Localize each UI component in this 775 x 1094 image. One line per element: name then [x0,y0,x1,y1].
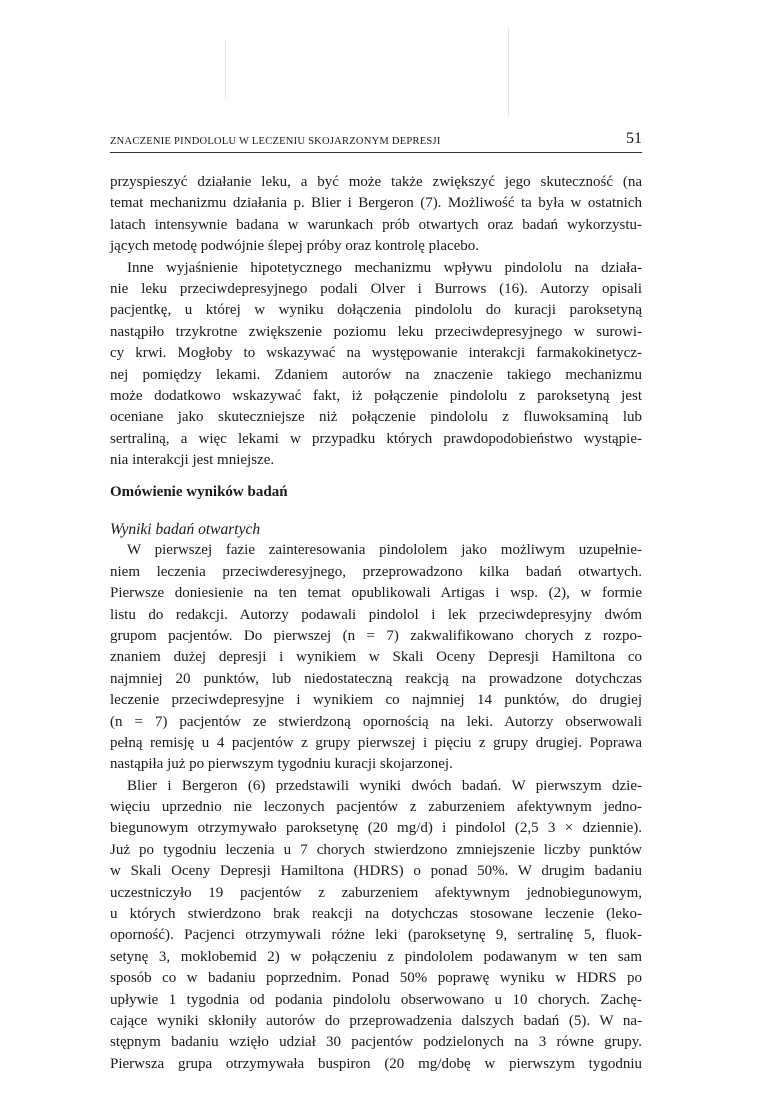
section-heading: Omówienie wyników badań [110,484,288,500]
header-rule [110,152,642,153]
text-line: sertraliną, a więc lekami w przypadku których prawdopodobieństwo wystąpie- [110,430,642,447]
subsection-heading: Wyniki badań otwartych [110,521,261,538]
text-line: cy krwi. Mogłoby to wskazywać na występowanie interakcji farmakokinetycz- [110,345,642,362]
text-line: nastąpiła już po pierwszym tygodniu kuracji skojarzonej. [110,756,453,773]
page-number: 51 [626,130,642,147]
text-line: więciu uprzednio nie leczonych pacjentów z zaburzeniem afektywnym jedno- [110,799,642,816]
text-line: Już po tygodniu leczenia u 7 chorych stwierdzono zmniejszenie liczby punktów [110,841,642,858]
text-line: w Skali Oceny Depresji Hamiltona (HDRS) o ponad 50%. W drugim badaniu [110,863,642,880]
text-line: nie leku przeciwdepresyjnego podali Olver i Burrows (16). Autorzy opisali [110,280,642,297]
text-line: Blier i Bergeron (6) przedstawili wyniki dwóch badań. W pierwszym dzie- [127,777,642,794]
text-line: (n = 7) pacjentów ze stwierdzoną opornością na leki. Autorzy obserwowali [110,713,642,730]
scan-artifact-line [508,28,509,116]
text-line: stępnym badaniu wzięło udział 30 pacjentów podzielonych na 3 równe grupy. [110,1034,642,1051]
text-line: najmniej 20 punktów, lub niedostateczną reakcją na prowadzone dotychczas [110,670,642,687]
text-line: może dodatkowo wskazywać fakt, iż połączenie pindololu z paroksetyną jest [110,387,642,404]
text-line: upływie 1 tygodnia od podania pindololu obserwowano u 10 chorych. Zachę- [110,991,642,1008]
text-line: pacjentkę, u której w wyniku dołączenia pindololu do kuracji paroksetyną [110,302,642,319]
text-line: nia interakcji jest mniejsze. [110,452,275,469]
text-line: grupom pacjentów. Do pierwszej (n = 7) zakwalifikowano chorych z rozpo- [110,627,642,644]
paragraph-block-1 [110,172,642,471]
text-line: Pierwsza grupa otrzymywała buspiron (20 mg/dobę w pierwszym tygodniu [110,1055,642,1072]
text-line: nej pomiędzy lekami. Zdaniem autorów na znaczenie takiego mechanizmu [110,366,642,383]
text-line: oceniane jako skuteczniejsze niż połączenie pindololu z fluwoksaminą lub [110,409,642,426]
text-line: przyspieszyć działanie leku, a być może także zwiększyć jego skuteczność (na [110,174,642,190]
text-line: cające wyniki skłoniły autorów do przeprowadzenia dalszych badań (5). W na- [110,1012,642,1029]
text-line: uczestniczyło 19 pacjentów z zaburzeniem afektywnym jednobiegunowym, [110,884,642,901]
text-line: W pierwszej fazie zainteresowania pindololem jako możliwym uzupełnie- [127,542,642,559]
text-line: leczenie przeciwdepresyjne i wynikiem co najmniej 14 punktów, do drugiej [110,692,642,709]
running-title: ZNACZENIE PINDOLOLU W LECZENIU SKOJARZONYM DEPRESJI [110,136,441,147]
text-line: sposób co w badaniu poprzednim. Ponad 50% poprawę wyniku w HDRS po [110,970,642,987]
text-line: Inne wyjaśnienie hipotetycznego mechanizmu wpływu pindololu na działa- [127,259,642,276]
text-line: listu do redakcji. Autorzy podawali pindolol i lek przeciwdepresyjny dwóm [110,606,642,623]
running-header [110,130,642,150]
scan-artifact-line [225,40,226,100]
text-line: biegunowym otrzymywało paroksetynę (20 mg/d) i pindolol (2,5 3 × dziennie). [110,820,642,837]
text-line: oporność). Pacjenci otrzymywali różne leki (paroksetynę 9, sertralinę 5, fluok- [110,927,642,944]
text-line: znaniem dużej depresji i wynikiem w Skali Oceny Depresji Hamiltona co [110,649,642,666]
text-line: temat mechanizmu działania p. Blier i Bergeron (7). Możliwość ta była w ostatnich [110,195,642,212]
text-line: setynę 3, moklobemid 2) w połączeniu z pindololem podawanym w ten sam [110,948,642,965]
text-line: u których stwierdzono brak reakcji na dotychczas stosowane leczenie (leko- [110,906,642,923]
text-line: nastąpiło trzykrotne zwiększenie poziomu leku przeciwdepresyjnego w surowi- [110,323,642,340]
text-line: Pierwsze doniesienie na ten temat opublikowali Artigas i wsp. (2), w formie [110,585,642,602]
text-line: jących metodę podwójnie ślepej próby oraz kontrolę placebo. [110,238,480,255]
paragraph-block-2 [110,519,642,1075]
text-line: pełną remisję u 4 pacjentów z grupy pierwszej i pięciu z grupy drugiej. Poprawa [110,734,642,751]
text-line: latach intensywnie badana w warunkach prób otwartych oraz badań wykorzystu- [110,216,642,233]
text-line: niem leczenia przeciwderesyjnego, przeprowadzono kilka badań otwartych. [110,563,642,580]
